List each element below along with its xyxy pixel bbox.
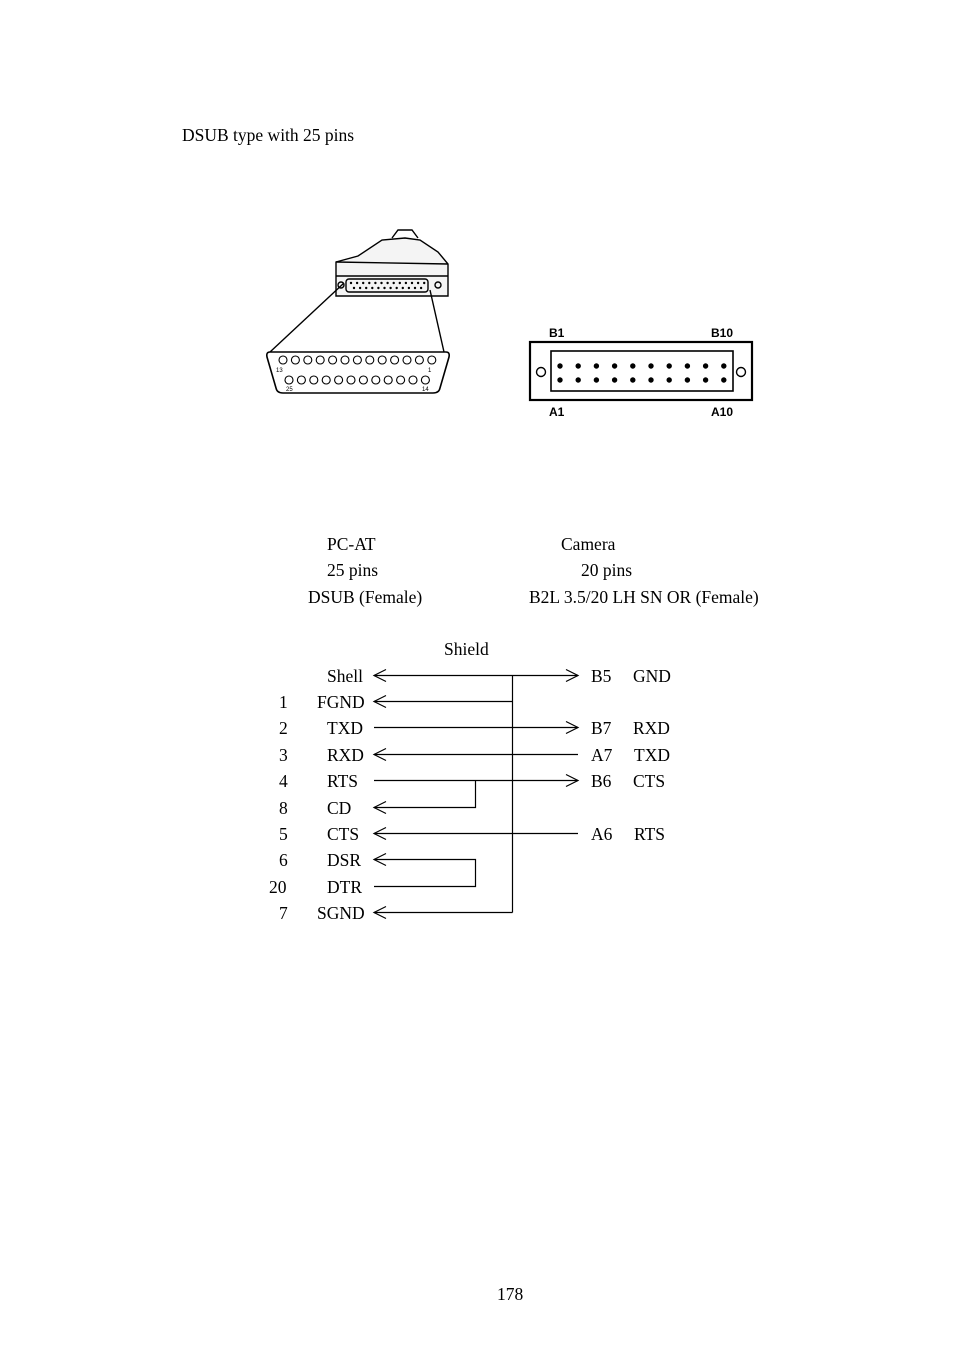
- right-name-cts: CTS: [633, 771, 666, 791]
- right-header-type: B2L 3.5/20 LH SN OR (Female): [529, 587, 759, 607]
- dsub-pin-14-label: 14: [422, 387, 429, 393]
- dsub-pin-13-label: 13: [276, 368, 283, 374]
- left-pin-8: 8: [279, 798, 288, 818]
- shield-label: Shield: [444, 639, 489, 659]
- left-name-sgnd: SGND: [317, 903, 365, 923]
- left-header-title: PC-AT: [327, 534, 376, 554]
- right-name-rts: RTS: [634, 824, 666, 844]
- left-pin-4: 4: [279, 771, 288, 791]
- intro-text: DSUB type with 25 pins: [182, 125, 355, 145]
- right-pin-b7: B7: [591, 718, 612, 738]
- camera-pin-a10-label: A10: [711, 405, 734, 419]
- loop-rts-cd: [374, 781, 476, 808]
- left-name-shell: Shell: [327, 666, 363, 686]
- right-name-gnd: GND: [633, 666, 671, 686]
- left-pin-5: 5: [279, 824, 288, 844]
- dsub-pin-1-label: 1: [428, 368, 432, 374]
- left-pin-7: 7: [279, 903, 288, 923]
- right-name-rxd: RXD: [633, 718, 670, 738]
- left-header-type: DSUB (Female): [308, 587, 423, 607]
- left-pin-6: 6: [279, 850, 288, 870]
- camera-pin-b10-label: B10: [711, 326, 734, 340]
- left-pin-2: 2: [279, 718, 288, 738]
- page-number: 178: [497, 1284, 524, 1304]
- right-pin-b5: B5: [591, 666, 612, 686]
- dsub-pin-25-label: 25: [286, 387, 293, 393]
- left-pin-1: 1: [279, 692, 288, 712]
- left-name-rxd: RXD: [327, 745, 364, 765]
- left-name-fgnd: FGND: [317, 692, 365, 712]
- left-header-pins: 25 pins: [327, 560, 379, 580]
- left-name-dtr: DTR: [327, 877, 362, 897]
- left-pin-3: 3: [279, 745, 288, 765]
- left-pin-20: 20: [269, 877, 287, 897]
- left-name-cd: CD: [327, 798, 352, 818]
- loop-dtr-dsr: [374, 860, 476, 887]
- right-pin-a6: A6: [591, 824, 613, 844]
- right-header-pins: 20 pins: [581, 560, 633, 580]
- right-header-title: Camera: [561, 534, 616, 554]
- camera-pin-b1-label: B1: [549, 326, 565, 340]
- camera-pin-a1-label: A1: [549, 405, 565, 419]
- right-pin-b6: B6: [591, 771, 612, 791]
- right-name-txd: TXD: [634, 745, 670, 765]
- left-name-rts: RTS: [327, 771, 359, 791]
- right-pin-a7: A7: [591, 745, 613, 765]
- left-name-txd: TXD: [327, 718, 363, 738]
- left-name-cts: CTS: [327, 824, 360, 844]
- left-name-dsr: DSR: [327, 850, 362, 870]
